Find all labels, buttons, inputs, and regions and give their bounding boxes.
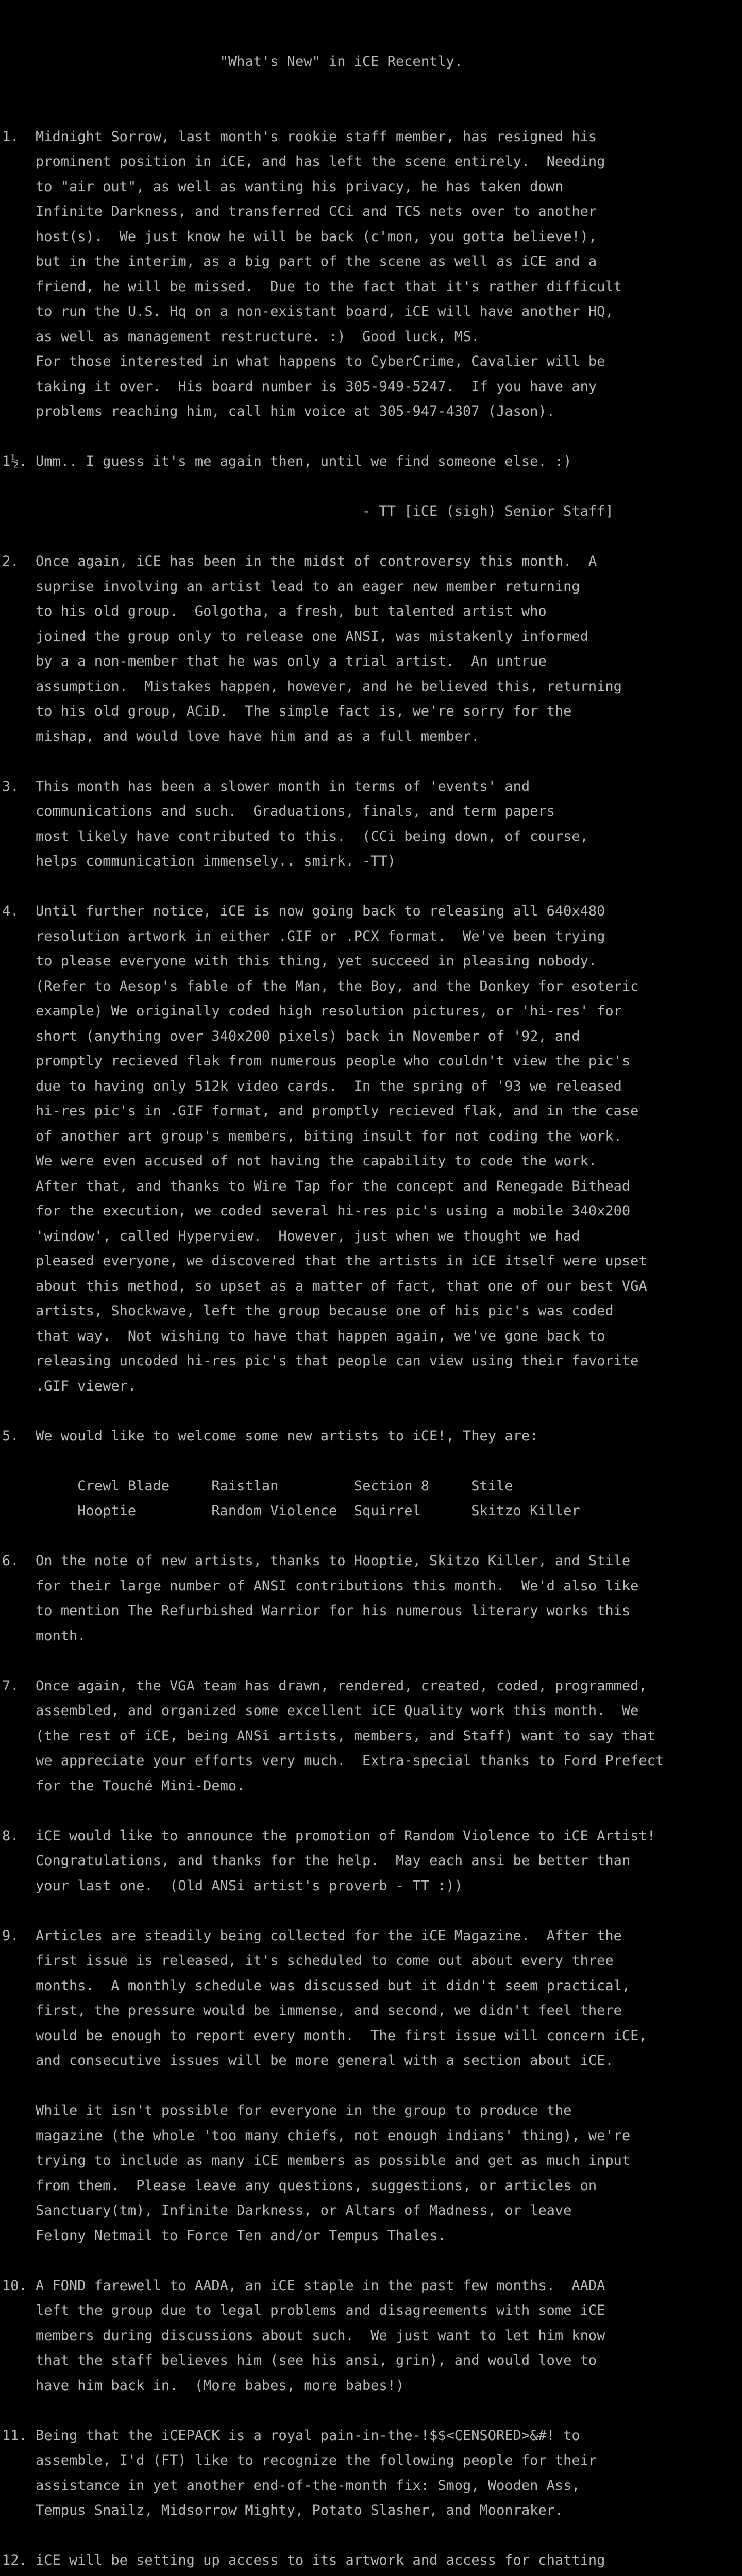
text-line: assemble, I'd (FT) like to recognize the following people for their (2, 2452, 597, 2468)
text-line: trying to include as many iCE members as possible and get as much input (2, 2153, 631, 2168)
text-line: hi-res pic's in .GIF format, and promptly recieved flak, and in the case (2, 1103, 639, 1119)
text-line: magazine (the whole 'too many chiefs, not enough indians' thing), we're (2, 2127, 631, 2144)
text-line: to his old group. Golgotha, a fresh, but talented artist who (2, 603, 547, 619)
text-line: assembled, and organized some excellent iCE Quality work this month. We (2, 1703, 639, 1719)
text-line: 2. Once again, iCE has been in the midst of controversy this month. A (2, 553, 597, 569)
text-line: 1. Midnight Sorrow, last month's rookie staff member, has resigned his (2, 128, 597, 145)
text-line: Felony Netmail to Force Ten and/or Tempus Thales. (2, 2227, 446, 2244)
blank-line (2, 1524, 742, 1549)
text-line: as well as management restructure. :) Good luck, MS. (2, 328, 480, 345)
text-line: suprise involving an artist lead to an eager new member returning (2, 578, 580, 595)
text-line: to mention The Refurbished Warrior for his numerous literary works this (2, 1603, 631, 1619)
blank-line (2, 1899, 742, 1924)
text-line: 11. Being that the iCEPACK is a royal pain-in-the-!$$<CENSORED>&#! to (2, 2427, 580, 2444)
text-line: While it isn't possible for everyone in the group to produce the (2, 2103, 572, 2119)
text-line: 6. On the note of new artists, thanks to Hooptie, Skitzo Killer, and Stile (2, 1553, 631, 1569)
text-line (2, 2573, 742, 2576)
text-line: for the Touché Mini-Demo. (2, 1777, 245, 1794)
text-line: Hooptie Random Violence Squirrel Skitzo Killer (2, 1503, 580, 1519)
text-line: of another art group's members, biting insult for not coding the work. (2, 1128, 622, 1144)
text-line: 'window', called Hyperview. However, just when we thought we had (2, 1228, 580, 1244)
text-line: (the rest of iCE, being ANSi artists, members, and Staff) want to say that (2, 1727, 655, 1744)
text-line: and consecutive issues will be more general with a section about iCE. (2, 2053, 614, 2069)
text-line: assumption. Mistakes happen, however, and he believed this, returning (2, 678, 622, 694)
text-line: members during discussions about such. We just want to let him know (2, 2327, 605, 2344)
text-line: 1½. Umm.. I guess it's me again then, until we find someone else. :) (2, 453, 572, 469)
blank-line (2, 2248, 742, 2274)
text-line: mishap, and would love have him and as a full member. (2, 728, 480, 744)
text-line: Tempus Snailz, Midsorrow Mighty, Potato Slasher, and Moonraker. (2, 2502, 564, 2518)
text-line: 4. Until further notice, iCE is now going back to releasing all 640x480 (2, 903, 605, 919)
text-line: releasing uncoded hi-res pic's that people can view using their favorite (2, 1353, 639, 1369)
text-line: Sanctuary(tm), Infinite Darkness, or Altars of Madness, or leave (2, 2202, 572, 2218)
text-line: first issue is released, it's scheduled to come out about every three (2, 1953, 614, 1969)
text-line: most likely have contributed to this. (CCi being down, of course, (2, 828, 588, 844)
text-line: to please everyone with this thing, yet succeed in pleasing nobody. (2, 953, 597, 969)
text-line: Infinite Darkness, and transferred CCi and TCS nets over to another (2, 204, 597, 219)
text-line: for the execution, we coded several hi-res pic's using a mobile 340x200 (2, 1203, 631, 1219)
text-line: problems reaching him, call him voice at 305-947-4307 (Jason). (2, 403, 555, 419)
blank-line (2, 1799, 742, 1824)
text-line: example) We originally coded high resolution pictures, or 'hi-res' for (2, 1003, 622, 1019)
text-line: from them. Please leave any questions, suggestions, or articles on (2, 2177, 597, 2194)
blank-line (2, 2074, 742, 2099)
text-line: We were even accused of not having the capability to code the work. (2, 1153, 597, 1169)
text-line: 5. We would like to welcome some new artists to iCE!, They are: (2, 1428, 538, 1444)
text-line: first, the pressure would be immense, and second, we didn't feel there (2, 2003, 622, 2019)
text-line: - TT [iCE (sigh) Senior Staff] (2, 503, 614, 519)
text-line: 3. This month has been a slower month in terms of 'events' and (2, 778, 530, 794)
blank-line (2, 474, 742, 500)
text-line: but in the interim, as a big part of the scene as well as iCE and a (2, 253, 597, 269)
text-line: for their large number of ANSI contributions this month. We'd also like (2, 1578, 639, 1594)
text-line: have him back in. (More babes, more babes!) (2, 2377, 404, 2394)
text-line: taking it over. His board number is 305-949-5247. If you have any (2, 378, 597, 395)
text-line: host(s). We just know he will be back (c'mon, you gotta believe!), (2, 228, 597, 245)
text-line: that the staff believes him (see his ansi, grin), and would love to (2, 2352, 597, 2368)
text-line: left the group due to legal problems and disagreements with some iCE (2, 2302, 605, 2318)
text-line: short (anything over 340x200 pixels) back in November of '92, and (2, 1028, 580, 1044)
blank-line (2, 99, 742, 125)
blank-line (2, 2523, 742, 2549)
text-line: about this method, so upset as a matter of fact, that one of our best VGA (2, 1278, 647, 1294)
text-line: After that, and thanks to Wire Tap for the concept and Renegade Bithead (2, 1178, 631, 1194)
text-line: prominent position in iCE, and has left the scene entirely. Needing (2, 154, 605, 170)
text-line: joined the group only to release one ANSI, was mistakenly informed (2, 628, 588, 645)
text-line: 12. iCE will be setting up access to its artwork and access for chatting (2, 2552, 605, 2568)
text-line: months. A monthly schedule was discussed but it didn't seem practical, (2, 1977, 631, 1994)
text-line: promptly recieved flak from numerous people who couldn't view the pic's (2, 1053, 631, 1069)
text-line: (Refer to Aesop's fable of the Man, the Boy, and the Donkey for esoteric (2, 978, 639, 994)
text-line: friend, he will be missed. Due to the fact that it's rather difficult (2, 278, 622, 295)
text-line: 9. Articles are steadily being collected for the iCE Magazine. After the (2, 1927, 622, 1944)
text-line: month. (2, 1628, 86, 1644)
blank-line (2, 75, 742, 100)
blank-line (2, 874, 742, 900)
text-line: we appreciate your efforts very much. Extra-special thanks to Ford Prefect (2, 1753, 664, 1769)
text-line: communications and such. Graduations, finals, and term papers (2, 803, 555, 819)
text-line: your last one. (Old ANSi artist's proverb - TT :)) (2, 1877, 463, 1894)
text-line: resolution artwork in either .GIF or .PCX format. We've been trying (2, 928, 605, 944)
text-line: to his old group, ACiD. The simple fact is, we're sorry for the (2, 703, 572, 719)
text-line: 7. Once again, the VGA team has drawn, rendered, created, coded, programmed, (2, 1677, 647, 1694)
text-line: "What's New" in iCE Recently. (2, 54, 463, 70)
text-line: 8. iCE would like to announce the promotion of Random Violence to iCE Artist! (2, 1827, 655, 1844)
text-line: would be enough to report every month. The first issue will concern iCE, (2, 2027, 647, 2044)
blank-line (2, 2398, 742, 2424)
text-line: assistance in yet another end-of-the-month fix: Smog, Wooden Ass, (2, 2477, 580, 2494)
text-line: artists, Shockwave, left the group because one of his pic's was coded (2, 1303, 614, 1319)
blank-line (2, 425, 742, 450)
text-line: helps communication immensely.. smirk. -TT) (2, 853, 396, 869)
text-line: Congratulations, and thanks for the help. May each ansi be better than (2, 1853, 631, 1869)
blank-line (2, 1399, 742, 1424)
text-line: by a a non-member that he was only a trial artist. An untrue (2, 653, 547, 669)
text-line: For those interested in what happens to CyberCrime, Cavalier will be (2, 353, 605, 369)
blank-line (2, 1449, 742, 1474)
text-line: Crewl Blade Raistlan Section 8 Stile (2, 1478, 513, 1494)
text-line: to "air out", as well as wanting his privacy, he has taken down (2, 178, 564, 195)
blank-line (2, 1649, 742, 1674)
text-line: .GIF viewer. (2, 1378, 137, 1394)
text-line: 10. A FOND farewell to AADA, an iCE staple in the past few months. AADA (2, 2277, 605, 2294)
text-line: pleased everyone, we discovered that the artists in iCE itself were upset (2, 1253, 647, 1269)
text-line: that way. Not wishing to have that happen again, we've gone back to (2, 1328, 605, 1344)
text-line: to run the U.S. Hq on a non-existant board, iCE will have another HQ, (2, 303, 614, 319)
blank-line (2, 524, 742, 550)
text-line: due to having only 512k video cards. In the spring of '93 we released (2, 1078, 622, 1094)
blank-line (2, 749, 742, 774)
